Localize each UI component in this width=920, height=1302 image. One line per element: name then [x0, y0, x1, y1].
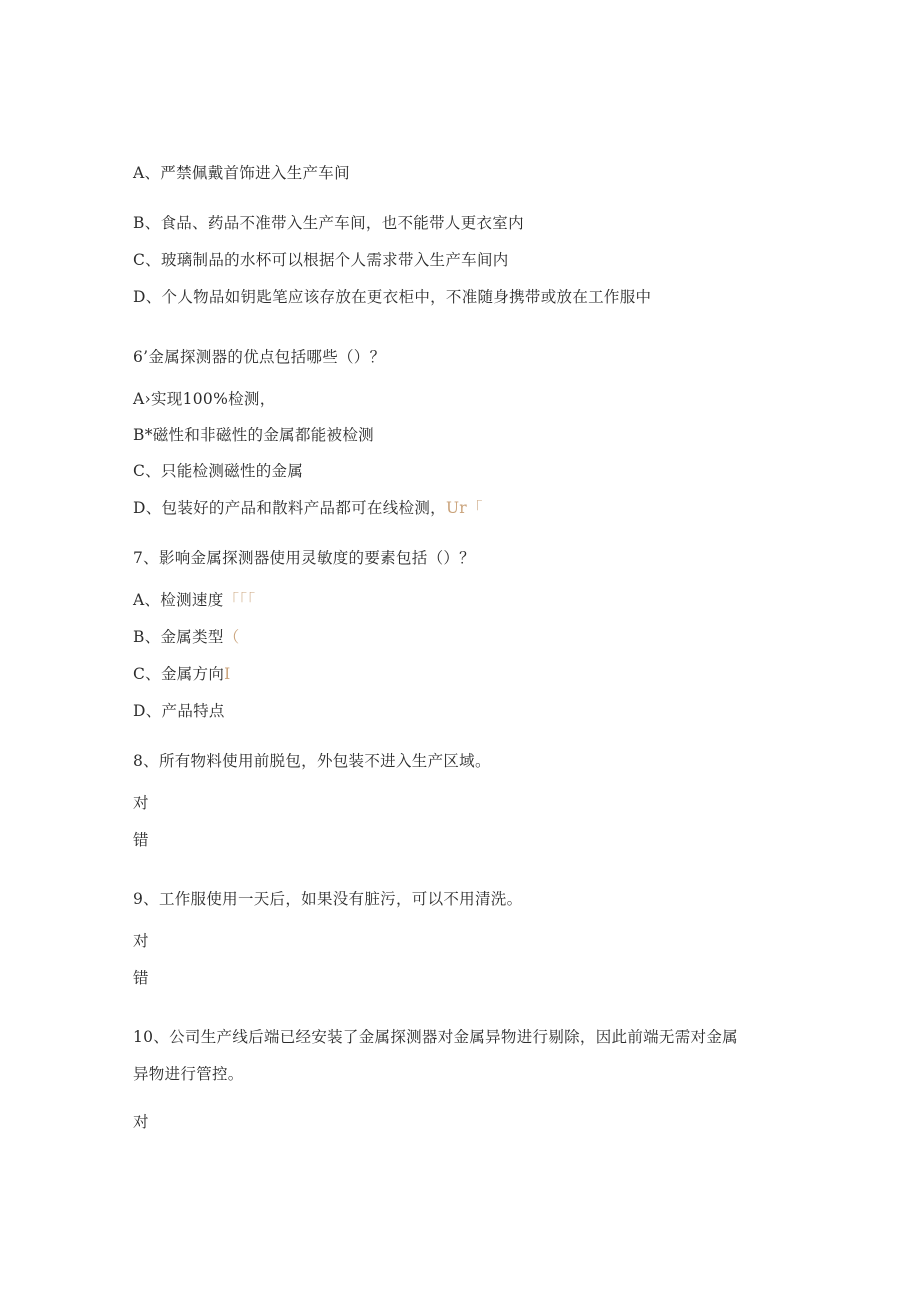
- q8-option-true: 对: [133, 794, 149, 812]
- q5-option-d: D、个人物品如钥匙笔应该存放在更衣柜中，不准随身携带或放在工作服中: [133, 288, 652, 306]
- q6-option-c: C、只能检测磁性的金属: [133, 462, 304, 480]
- q6-option-a: A›实现100%检测，: [133, 390, 276, 408]
- q7-option-c-text: C、金属方向: [133, 665, 225, 683]
- q7-option-b: [133, 627, 240, 647]
- q7-option-b-text: B、金属类型: [133, 628, 224, 646]
- q7-option-c: [133, 664, 231, 684]
- q9-question: 9、工作服使用一天后，如果没有脏污，可以不用清洗。: [133, 890, 523, 908]
- q7-option-b-mark: （: [223, 628, 240, 646]
- q7-option-c-mark: I: [224, 665, 231, 683]
- q9-option-false: 错: [133, 969, 149, 987]
- q7-option-a-mark: 「「「: [223, 591, 256, 609]
- q5-option-a: A、严禁佩戴首饰进入生产车间: [133, 164, 350, 182]
- q6-option-d-mark: Ur「: [445, 499, 483, 517]
- q10-question-line2: 异物进行管控。: [133, 1065, 244, 1083]
- q5-option-b: B、食品、药品不准带入生产车间，也不能带人更衣室内: [133, 214, 524, 232]
- q5-option-c: C、玻璃制品的水杯可以根据个人需求带入生产车间内: [133, 251, 509, 269]
- q6-option-d: [133, 498, 483, 518]
- q6-option-b: B*磁性和非磁性的金属都能被检测: [133, 426, 374, 444]
- q8-option-false: 错: [133, 831, 149, 849]
- q7-question: 7、影响金属探测器使用灵敏度的要素包括（）？: [133, 549, 475, 567]
- q6-option-d-text: D、包装好的产品和散料产品都可在线检测，: [133, 499, 446, 517]
- q7-option-a: [133, 590, 255, 610]
- q10-question-line1: 10、公司生产线后端已经安装了金属探测器对金属异物进行剔除，因此前端无需对金属: [133, 1028, 738, 1046]
- q7-option-d: D、产品特点: [133, 702, 225, 720]
- q8-question: 8、所有物料使用前脱包，外包装不进入生产区域。: [133, 752, 491, 770]
- q7-option-a-text: A、检测速度: [133, 591, 224, 609]
- q10-option-true: 对: [133, 1113, 149, 1131]
- q6-question: 6’金属探测器的优点包括哪些（）？: [133, 348, 386, 366]
- q9-option-true: 对: [133, 932, 149, 950]
